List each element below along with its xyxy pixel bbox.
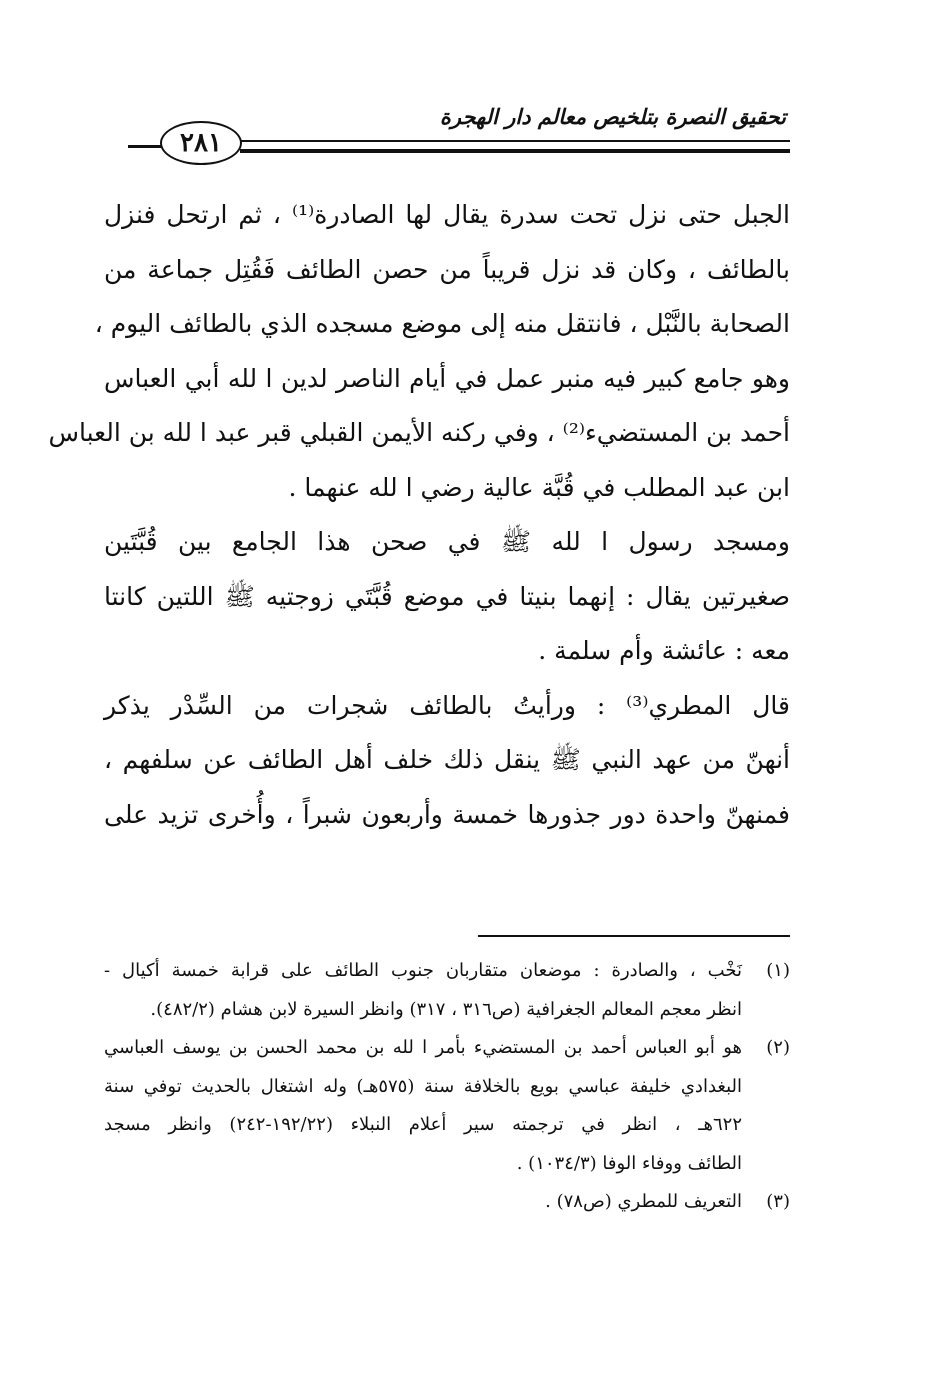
footnote-number: (٣) — [766, 1191, 790, 1212]
footnote-line: انظر معجم المعالم الجغرافية (ص٣١٦ ، ٣١٧) وانظر السيرة لابن هشام (٤٨٢/٢). — [150, 998, 742, 1020]
header-rule-left — [128, 145, 162, 148]
body-line: ومسجد رسول ا لله ﷺ في صحن هذا الجامع بين قُبَّتَين — [104, 527, 790, 556]
footnote-separator — [478, 935, 790, 937]
footnote-number: (١) — [766, 960, 790, 981]
footnote-line: ٦٢٢هـ ، انظر في ترجمته سير أعلام النبلاء (١٩٢/٢٢-٢٤٢) وانظر مسجد — [104, 1114, 742, 1135]
footnote-line — [104, 1183, 790, 1222]
footnote-text: هو أبو العباس أحمد بن المستضيء بأمر ا لله بن محمد الحسن بن يوسف العباسي — [104, 1037, 742, 1058]
body-line: أنهنّ من عهد النبي ﷺ ينقل ذلك خلف أهل الطائف عن سلفهم ، — [104, 745, 790, 774]
footnote-line — [104, 952, 790, 991]
footnote-line: البغدادي خليفة عباسي بويع بالخلافة سنة (٥٧٥هـ) وله اشتغال بالحديث توفي سنة — [104, 1075, 742, 1097]
footnote-number: (٢) — [766, 1037, 790, 1058]
body-line: الجبل حتى نزل تحت سدرة يقال لها الصادرة⁽¹⁾ ، ثم ارتحل فنزل — [104, 200, 791, 229]
body-line: فمنهنّ واحدة دور جذورها خمسة وأربعون شبراً ، وأُخرى تزيد على — [104, 799, 790, 829]
body-line: ابن عبد المطلب في قُبَّة عالية رضي ا لله عنهما . — [288, 472, 790, 502]
header-rule-thick — [240, 149, 790, 153]
page-number: ٢٨١ — [160, 121, 242, 165]
body-line: أحمد بن المستضيء⁽²⁾ ، وفي ركنه الأيمن القبلي قبر عبد ا لله بن العباس — [48, 418, 790, 447]
body-line: وهو جامع كبير فيه منبر عمل في أيام الناصر لدين ا لله أبي العباس — [104, 363, 790, 393]
body-line: صغيرتين يقال : إنهما بنيتا في موضع قُبَّتَي زوجتيه ﷺ اللتين كانتا — [104, 581, 790, 611]
header-rule-thin — [240, 140, 790, 142]
footnote-line — [104, 1029, 790, 1068]
main-text — [48, 188, 791, 842]
running-header-title: تحقيق النصرة بتلخيص معالم دار الهجرة — [439, 104, 786, 129]
footnote-text: نَخْب ، والصادرة : موضعان متقاربان جنوب الطائف على قرابة خمسة أكيال - — [104, 960, 742, 981]
body-line: بالطائف ، وكان قد نزل قريباً من حصن الطائف فَقُتِل جماعة من — [104, 254, 790, 284]
body-line: الصحابة بالنَّبْل ، فانتقل منه إلى موضع مسجده الذي بالطائف اليوم ، — [94, 309, 790, 338]
footnotes — [104, 952, 790, 1222]
body-line: قال المطري⁽³⁾ : ورأيتُ بالطائف شجرات من السِّدْر يذكر — [104, 690, 790, 720]
body-line: معه : عائشة وأم سلمة . — [538, 636, 790, 665]
footnote-text: التعريف للمطري (ص٧٨) . — [545, 1191, 742, 1212]
footnote-line: الطائف ووفاء الوفا (١٠٣٤/٣) . — [516, 1152, 742, 1174]
